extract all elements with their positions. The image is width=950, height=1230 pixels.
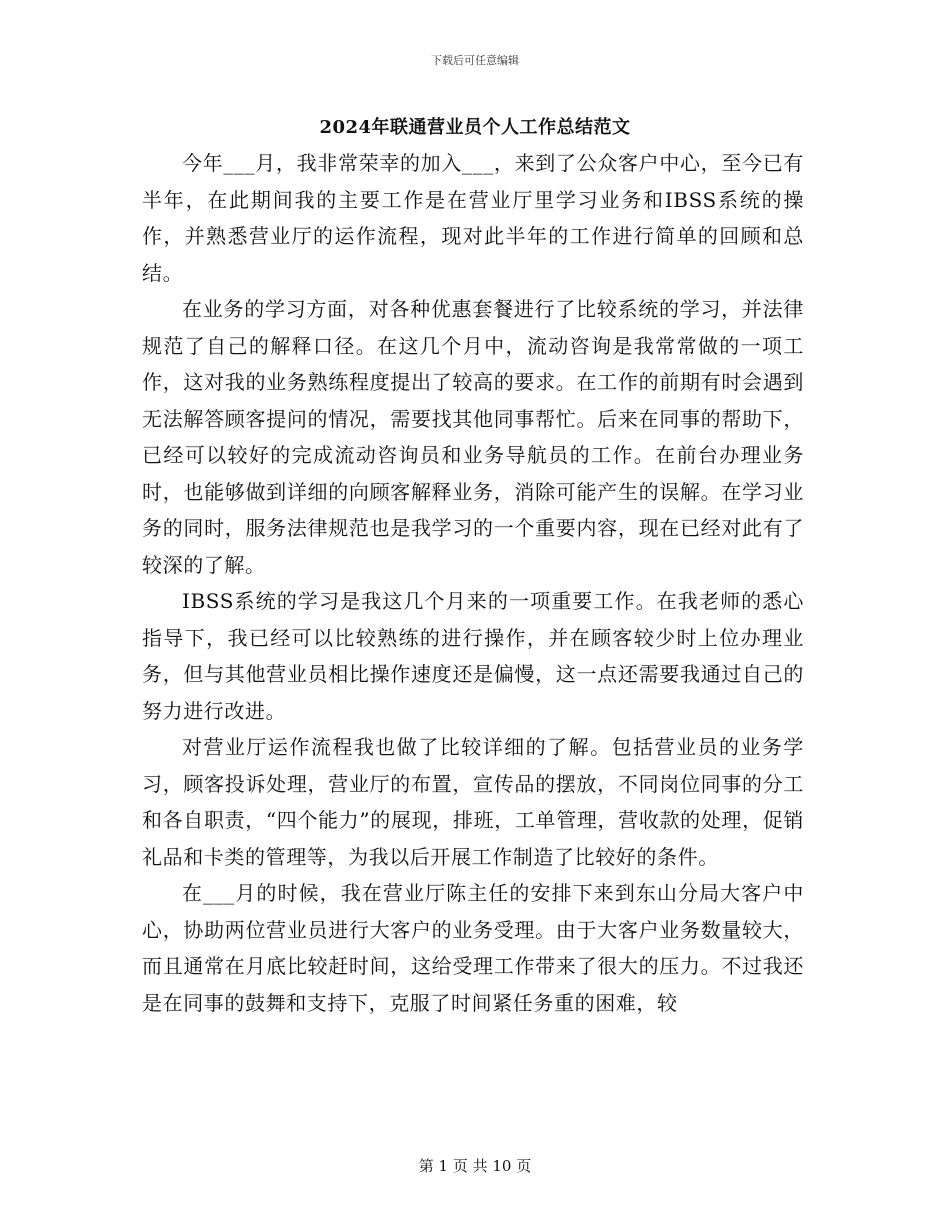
paragraph-4: 对营业厅运作流程我也做了比较详细的了解。包括营业员的业务学习，顾客投诉处理，营业厅的布置，宣传品的摆放，不同岗位同事的分工和各自职责，“四个能力”的展现，排班，工单管理，营收款的处理，促销礼品和卡类的管理等，为我以后开展工作制造了比较好的条件。 [142, 735, 804, 869]
paragraph-5: 在___月的时候，我在营业厅陈主任的安排下来到东山分局大客户中心，协助两位营业员进行大客户的业务受理。由于大客户业务数量较大，而且通常在月底比较赶时间，这给受理工作带来了很大的压力。不过我还是在同事的鼓舞和支持下，克服了时间紧任务重的困难，较 [142, 881, 804, 1015]
paragraph-2: 在业务的学习方面，对各种优惠套餐进行了比较系统的学习，并法律规范了自己的解释口径。在这几个月中，流动咨询是我常常做的一项工作，这对我的业务熟练程度提出了较高的要求。在工作的前期有时会遇到无法解答顾客提问的情况，需要找其他同事帮忙。后来在同事的帮助下，已经可以较好的完成流动咨询员和业务导航员的工作。在前台办理业务时，也能够做到详细的向顾客解释业务，消除可能产生的误解。在学习业务的同时，服务法律规范也是我学习的一个重要内容，现在已经对此有了较深的了解。 [142, 297, 804, 577]
paragraph-3: IBSS系统的学习是我这几个月来的一项重要工作。在我老师的悉心指导下，我已经可以比较熟练的进行操作，并在顾客较少时上位办理业务，但与其他营业员相比操作速度还是偏慢，这一点还需要我通过自己的努力进行改进。 [142, 589, 804, 723]
header-note: 下载后可任意编辑 [431, 54, 519, 67]
page-number: 第 1 页 共 10 页 [418, 1157, 532, 1175]
paragraph-1: 今年___月，我非常荣幸的加入___，来到了公众客户中心，至今已有半年，在此期间我的主要工作是在营业厅里学习业务和IBSS系统的操作，并熟悉营业厅的运作流程，现对此半年的工作进行简单的回顾和总结。 [142, 151, 804, 285]
document-body [142, 145, 804, 1021]
document-title: 2024年联通营业员个人工作总结范文 [319, 117, 631, 138]
